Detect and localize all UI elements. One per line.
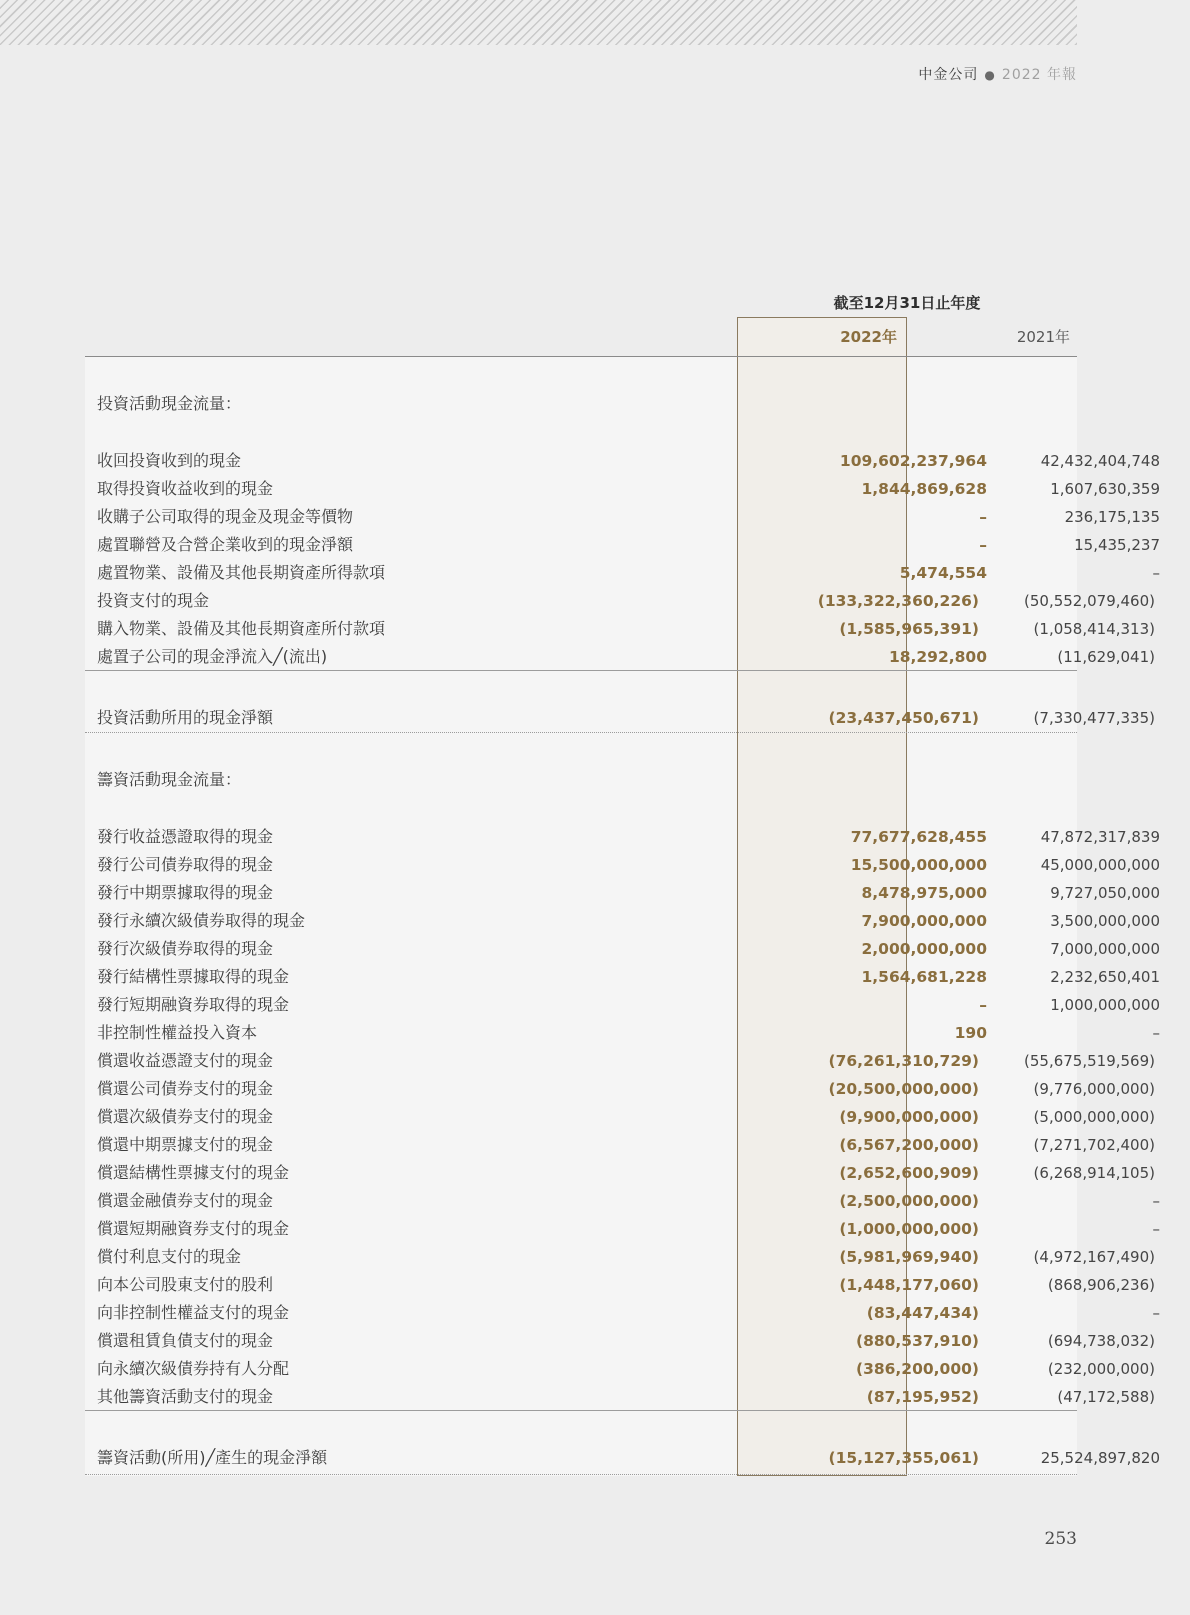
value-2022: (5,981,969,940): [839, 1248, 979, 1266]
value-2021: –: [1152, 564, 1160, 582]
value-2021: 42,432,404,748: [1040, 452, 1160, 470]
row-label: 取得投資收益收到的現金: [97, 479, 274, 498]
row-label: 償還結構性票據支付的現金: [97, 1163, 290, 1182]
table-row: [85, 1217, 1160, 1241]
value-2021: (7,271,702,400): [1033, 1136, 1155, 1154]
table-row: [85, 533, 1160, 557]
value-2021: 1,000,000,000: [1050, 996, 1160, 1014]
row-label: 收購子公司取得的現金及現金等價物: [97, 507, 354, 526]
section-title-investing: [85, 392, 1077, 416]
row-label: 發行收益憑證取得的現金: [97, 827, 274, 846]
value-2021: (868,906,236): [1047, 1276, 1155, 1294]
value-2021: (50,552,079,460): [1024, 592, 1155, 610]
value-2021: (47,172,588): [1057, 1388, 1155, 1406]
row-label: 處置物業、設備及其他長期資產所得款項: [97, 563, 386, 582]
table-row: [85, 965, 1160, 989]
row-label: 償還公司債券支付的現金: [97, 1079, 274, 1098]
value-2022: –: [979, 996, 987, 1014]
value-2022: (23,437,450,671): [828, 709, 979, 727]
value-2022: 7,900,000,000: [861, 912, 987, 930]
row-label: 發行次級債券取得的現金: [97, 939, 274, 958]
row-label: 其他籌資活動支付的現金: [97, 1387, 274, 1406]
value-2021: 47,872,317,839: [1040, 828, 1160, 846]
table-row: [85, 1329, 1155, 1353]
row-label: 收回投資收到的現金: [97, 451, 242, 470]
table-row: [85, 477, 1160, 501]
value-2021: 9,727,050,000: [1050, 884, 1160, 902]
row-label: 向非控制性權益支付的現金: [97, 1303, 290, 1322]
row-label: 投資活動所用的現金淨額: [97, 708, 274, 727]
value-2021: (1,058,414,313): [1033, 620, 1155, 638]
total-rule: [85, 1474, 1077, 1475]
table-row: [85, 825, 1160, 849]
value-2021: 7,000,000,000: [1050, 940, 1160, 958]
value-2021: –: [1152, 1192, 1160, 1210]
value-2022: 1,844,869,628: [861, 480, 987, 498]
row-label: 償還收益憑證支付的現金: [97, 1051, 274, 1070]
value-2021: 45,000,000,000: [1040, 856, 1160, 874]
table-row: [85, 1021, 1160, 1045]
running-header: [918, 64, 1077, 84]
value-2022: (880,537,910): [855, 1332, 979, 1350]
value-2021: –: [1152, 1220, 1160, 1238]
table-row: [85, 1245, 1155, 1269]
table-row: [85, 993, 1160, 1017]
table-row: [85, 1049, 1155, 1073]
row-label: 投資活動現金流量：: [97, 394, 242, 413]
table-row: [85, 645, 1155, 669]
table-row: [85, 909, 1160, 933]
value-2021: 3,500,000,000: [1050, 912, 1160, 930]
table-row: [85, 1301, 1160, 1325]
table-row: [85, 937, 1160, 961]
total-row-investing: [85, 706, 1155, 730]
row-label: 償付利息支付的現金: [97, 1247, 242, 1266]
value-2022: (1,000,000,000): [839, 1220, 979, 1238]
value-2022: 8,478,975,000: [861, 884, 987, 902]
row-label: 投資支付的現金: [97, 591, 210, 610]
value-2022: (20,500,000,000): [828, 1080, 979, 1098]
subtotal-rule: [85, 1410, 1077, 1411]
subtotal-rule: [85, 670, 1077, 671]
value-2021: 25,524,897,820: [1040, 1449, 1160, 1467]
value-2022: (15,127,355,061): [828, 1449, 979, 1467]
value-2022: 5,474,554: [899, 564, 987, 582]
row-label: 處置聯營及合營企業收到的現金淨額: [97, 535, 354, 554]
table-row: [85, 1133, 1155, 1157]
table-row: [85, 1357, 1155, 1381]
value-2021: (4,972,167,490): [1033, 1248, 1155, 1266]
value-2022: 109,602,237,964: [839, 452, 987, 470]
row-label: 發行公司債券取得的現金: [97, 855, 274, 874]
row-label: 籌資活動現金流量：: [97, 770, 242, 789]
company-name: 中金公司: [918, 67, 979, 83]
value-2021: 236,175,135: [1064, 508, 1160, 526]
table-row: [85, 1077, 1155, 1101]
value-2021: (55,675,519,569): [1024, 1052, 1155, 1070]
bullet-separator: ●: [984, 68, 996, 82]
row-label: 處置子公司的現金淨流入╱(流出): [97, 647, 328, 666]
value-2022: –: [979, 536, 987, 554]
report-name: 2022 年報: [1001, 67, 1077, 83]
table-row: [85, 1189, 1160, 1213]
total-rule: [85, 732, 1077, 733]
decorative-stripes: [0, 0, 1077, 45]
value-2022: 18,292,800: [888, 648, 987, 666]
value-2022: (1,448,177,060): [839, 1276, 979, 1294]
value-2022: (6,567,200,000): [839, 1136, 979, 1154]
row-label: 籌資活動(所用)╱產生的現金淨額: [97, 1448, 328, 1467]
column-header-2021: 2021年: [1016, 328, 1070, 346]
row-label: 償還金融債券支付的現金: [97, 1191, 274, 1210]
page-number: 253: [1044, 1529, 1077, 1549]
row-label: 向本公司股東支付的股利: [97, 1275, 274, 1294]
table-row: [85, 561, 1160, 585]
table-row: [85, 1273, 1155, 1297]
value-2021: –: [1152, 1304, 1160, 1322]
row-label: 發行永續次級債券取得的現金: [97, 911, 306, 930]
value-2022: (2,652,600,909): [839, 1164, 979, 1182]
value-2021: (5,000,000,000): [1033, 1108, 1155, 1126]
value-2021: (7,330,477,335): [1033, 709, 1155, 727]
value-2022: (87,195,952): [866, 1388, 979, 1406]
table-row: [85, 617, 1155, 641]
value-2022: (386,200,000): [855, 1360, 979, 1378]
column-header-2022: 2022年: [840, 328, 897, 346]
row-label: 發行結構性票據取得的現金: [97, 967, 290, 986]
header-rule: [85, 356, 1077, 357]
value-2021: 15,435,237: [1074, 536, 1160, 554]
value-2022: –: [979, 508, 987, 526]
row-label: 發行短期融資券取得的現金: [97, 995, 290, 1014]
value-2021: (9,776,000,000): [1033, 1080, 1155, 1098]
value-2022: (76,261,310,729): [828, 1052, 979, 1070]
value-2021: (232,000,000): [1047, 1360, 1155, 1378]
value-2021: (694,738,032): [1047, 1332, 1155, 1350]
table-row: [85, 505, 1160, 529]
row-label: 購入物業、設備及其他長期資產所付款項: [97, 619, 386, 638]
value-2022: (133,322,360,226): [817, 592, 979, 610]
value-2022: (83,447,434): [866, 1304, 979, 1322]
row-label: 非控制性權益投入資本: [97, 1023, 258, 1042]
table-row: [85, 853, 1160, 877]
table-row: [85, 1385, 1155, 1409]
value-2021: (11,629,041): [1057, 648, 1155, 666]
value-2022: (2,500,000,000): [839, 1192, 979, 1210]
row-label: 償還次級債券支付的現金: [97, 1107, 274, 1126]
value-2021: 1,607,630,359: [1050, 480, 1160, 498]
table-row: [85, 589, 1155, 613]
period-label: 截至12月31日止年度: [833, 294, 981, 312]
value-2022: (9,900,000,000): [839, 1108, 979, 1126]
value-2022: 2,000,000,000: [861, 940, 987, 958]
table-row: [85, 881, 1160, 905]
value-2021: –: [1152, 1024, 1160, 1042]
table-row: [85, 449, 1160, 473]
section-title-financing: [85, 768, 1077, 792]
row-label: 發行中期票據取得的現金: [97, 883, 274, 902]
value-2022: 77,677,628,455: [850, 828, 987, 846]
value-2021: (6,268,914,105): [1033, 1164, 1155, 1182]
value-2022: 15,500,000,000: [850, 856, 987, 874]
table-row: [85, 1105, 1155, 1129]
row-label: 償還租賃負債支付的現金: [97, 1331, 274, 1350]
row-label: 向永續次級債券持有人分配: [97, 1359, 290, 1378]
value-2022: 190: [954, 1024, 987, 1042]
value-2021: 2,232,650,401: [1050, 968, 1160, 986]
row-label: 償還中期票據支付的現金: [97, 1135, 274, 1154]
table-row: [85, 1161, 1155, 1185]
value-2022: (1,585,965,391): [839, 620, 979, 638]
total-row-financing: [85, 1446, 1160, 1470]
value-2022: 1,564,681,228: [861, 968, 987, 986]
row-label: 償還短期融資券支付的現金: [97, 1219, 290, 1238]
